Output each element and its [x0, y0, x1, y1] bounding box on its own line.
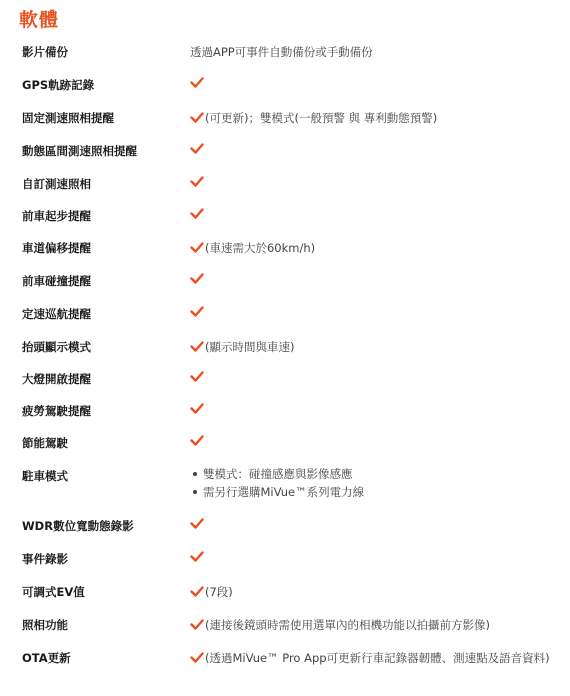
check-icon: [190, 341, 204, 353]
check-icon: [190, 619, 204, 631]
bullet-item: [193, 465, 364, 483]
spec-value: [190, 77, 205, 89]
spec-label: 可調式EV值: [22, 585, 85, 599]
check-icon: [190, 112, 204, 124]
spec-value-text: (連接後鏡頭時需使用選單內的相機功能以拍攝前方影像): [205, 618, 490, 632]
check-icon: [190, 403, 204, 415]
spec-value: [190, 518, 205, 530]
spec-label: 車道偏移提醒: [22, 241, 91, 255]
spec-label: 固定測速照相提醒: [22, 111, 114, 125]
spec-value: [190, 176, 205, 188]
spec-label: 節能駕駛: [22, 436, 68, 450]
spec-label: WDR數位寬動態錄影: [22, 519, 134, 533]
spec-value: [190, 339, 294, 355]
spec-value-text: (可更新)；雙模式(一般預警 與 專利動態預警): [205, 111, 438, 125]
spec-value: [190, 617, 490, 633]
check-icon: [190, 371, 204, 383]
spec-label: 疲勞駕駛提醒: [22, 404, 91, 418]
spec-value: [190, 551, 205, 563]
spec-value: [190, 435, 205, 447]
check-icon: [190, 586, 204, 598]
spec-label: GPS軌跡記錄: [22, 78, 95, 92]
spec-value: [190, 403, 205, 415]
check-icon: [190, 273, 204, 285]
spec-value-text: (透過MiVue™ Pro App可更新行車記錄器韌體、測速點及語音資料): [205, 651, 550, 665]
spec-value: [190, 240, 315, 256]
spec-label: 大燈開啟提醒: [22, 372, 91, 386]
check-icon: [190, 208, 204, 220]
check-icon: [190, 652, 204, 664]
spec-value: [190, 650, 550, 666]
spec-label: 前車起步提醒: [22, 209, 91, 223]
check-icon: [190, 242, 204, 254]
spec-label: 動態區間測速照相提醒: [22, 144, 137, 158]
spec-value-text: (7段): [205, 585, 233, 599]
check-icon: [190, 176, 204, 188]
spec-value: [190, 208, 205, 220]
spec-bullet-list: [193, 465, 364, 501]
bullet-item: [193, 483, 364, 501]
spec-value: [190, 371, 205, 383]
spec-value: [190, 273, 205, 285]
spec-value-text: 透過APP可事件自動備份或手動備份: [190, 45, 373, 59]
spec-label: 定速巡航提醒: [22, 307, 91, 321]
bullet-dot-icon: [193, 472, 197, 476]
bullet-text: 需另行選購MiVue™系列電力線: [203, 485, 365, 499]
check-icon: [190, 306, 204, 318]
spec-label: 駐車模式: [22, 469, 68, 483]
spec-label: 照相功能: [22, 618, 68, 632]
check-icon: [190, 518, 204, 530]
check-icon: [190, 77, 204, 89]
spec-value-text: (顯示時間與車速): [205, 340, 295, 354]
check-icon: [190, 435, 204, 447]
spec-value: [190, 143, 205, 155]
spec-label: 抬頭顯示模式: [22, 340, 91, 354]
spec-value: [190, 584, 233, 600]
spec-label: OTA更新: [22, 651, 71, 665]
spec-label: 事件錄影: [22, 552, 68, 566]
section-title: 軟體: [19, 9, 60, 31]
bullet-text: 雙模式：碰撞感應與影像感應: [203, 467, 353, 481]
spec-value: [190, 306, 205, 318]
spec-value: [190, 44, 373, 60]
spec-value: [190, 110, 437, 126]
check-icon: [190, 143, 204, 155]
spec-label: 影片備份: [22, 45, 68, 59]
spec-label: 前車碰撞提醒: [22, 274, 91, 288]
check-icon: [190, 551, 204, 563]
bullet-dot-icon: [193, 490, 197, 494]
spec-label: 自訂測速照相: [22, 177, 91, 191]
spec-value-text: (車速需大於60km/h): [205, 241, 316, 255]
